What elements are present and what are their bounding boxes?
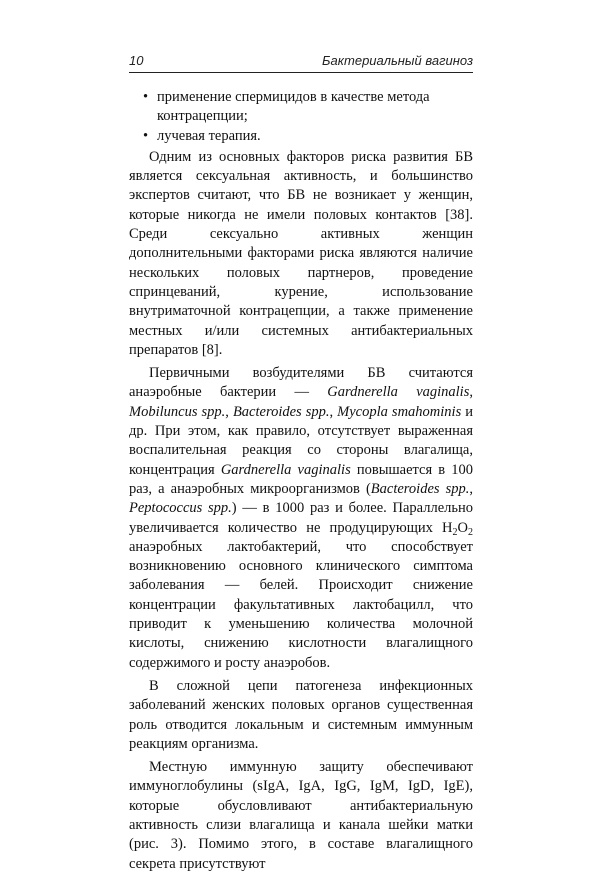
list-item-text: лучевая терапия.: [157, 127, 261, 144]
species-name: Bacteroides spp.: [370, 480, 470, 497]
subscript: 2: [452, 526, 458, 538]
species-name: Gardnerella vaginalis: [327, 384, 470, 401]
text-run: ,: [469, 384, 473, 401]
body-text: [129, 88, 473, 878]
species-name: Mobiluncus spp.: [129, 403, 226, 420]
text-run: ,: [469, 480, 473, 497]
text-run: Первичными возбудителями БВ считаются анаэробные бактерии —: [129, 365, 473, 401]
text-run: ,: [225, 403, 233, 420]
text-run: анаэробных лактобактерий, что способствует возникновению основного клинического симптома заболевания — белей. Происходит снижение концентрации факультативных лактобацилл, что приводит к уменьшению количества молочной кислоты, снижению кислотности влагалищного содержимого и росту анаэробов.: [129, 538, 473, 671]
page-number: 10: [129, 53, 144, 68]
running-header: [129, 50, 473, 73]
running-title: Бактериальный вагиноз: [322, 53, 473, 68]
list-item: [129, 88, 473, 127]
text-run: O: [457, 519, 468, 536]
species-name: Mycopla smahominis: [337, 403, 462, 420]
list-item-text: применение спермицидов в качестве метода контрацепции;: [157, 89, 430, 125]
text-run: ,: [329, 403, 338, 420]
text-run: и др. При этом, как правило, отсутствует выраженная воспалительная реакция со стороны влагалища, концентрация: [129, 403, 474, 478]
paragraph-immune-defense: Местную иммунную защиту обеспечивают иммуноглобулины (sIgA, IgA, IgG, IgM, IgD, IgE), которые обусловливают антибактериальную активность слизи влагалища и канала шейки матки (рис. 3). Помимо этого, в составе влагалищного секрета присутствуют: [129, 759, 473, 872]
species-name: Gardnerella vaginalis: [220, 461, 351, 478]
species-name: Bacteroides spp.: [232, 403, 330, 420]
paragraph-pathogenesis: В сложной цепи патогенеза инфекционных заболеваний женских половых органов существенная роль отводится локальным и системным иммунным реакциям организма.: [129, 677, 473, 752]
text-run: повышается в 100 раз, а анаэробных микроорганизмов (: [129, 461, 473, 497]
text-run: ) — в 1000 раз и более. Параллельно увеличивается количество не продуцирующих H: [129, 500, 473, 536]
paragraph-pathogens: [129, 364, 473, 673]
species-name: Peptococcus spp.: [129, 500, 232, 517]
subscript: 2: [468, 526, 473, 538]
bullet-icon: •: [143, 89, 149, 105]
bullet-icon: •: [143, 127, 149, 144]
paragraph-risk-factors: Одним из основных факторов риска развития БВ является сексуальная активность, и большинство экспертов считают, что БВ не возникает у женщин, которые никогда не имели половых контактов [38]. Среди сексуально активных женщин дополнительными факторами риска являются наличие нескольких половых партнеров, проведение спринцеваний, курение, использование внутриматочной контрацепции, а также применение местных и/или системных антибактериальных препаратов [8].: [129, 148, 473, 358]
bullet-list: [129, 88, 473, 146]
list-item: [129, 127, 473, 146]
